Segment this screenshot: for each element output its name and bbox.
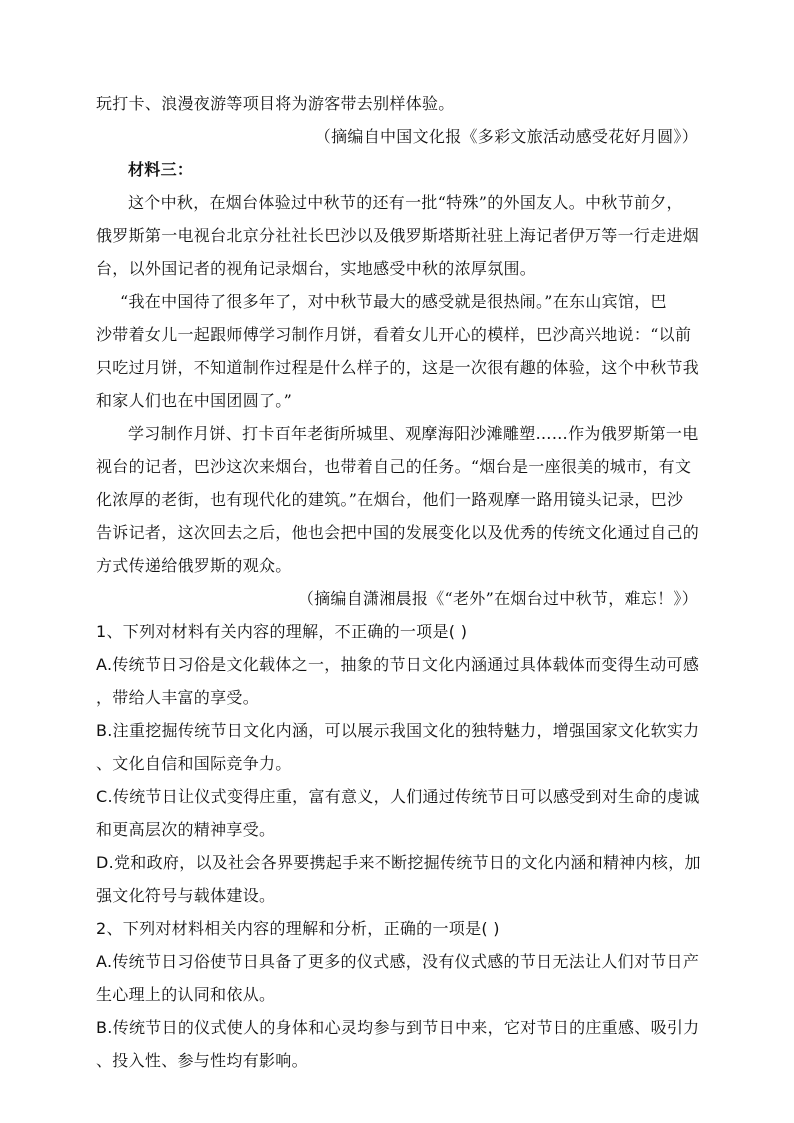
question-2-option-b-cont: 、投入性、参与性均有影响。 — [96, 1051, 308, 1070]
material3-p3-line: 化浓厚的老街，也有现代化的建筑。”在烟台，他们一路观摩一路用镜头记录，巴沙 — [96, 490, 684, 509]
question-1-option-b: B.注重挖掘传统节日文化内涵，可以展示我国文化的独特魅力，增强国家文化软实力 — [96, 721, 700, 740]
material3-p1-line: 这个中秋，在烟台体验过中秋节的还有一批“特殊”的外国友人。中秋节前夕， — [128, 193, 683, 212]
material3-p3-line: 告诉记者，这次回去之后，他也会把中国的发展变化以及优秀的传统文化通过自己的 — [96, 523, 700, 542]
material3-p2-line: “我在中国待了很多年了，对中秋节最大的感受就是很热闹。”在东山宾馆，巴 — [120, 292, 667, 311]
material3-p3-line: 学习制作月饼、打卡百年老街所城里、观摩海阳沙滩雕塑……作为俄罗斯第一电 — [128, 424, 699, 443]
question-1-option-c: C.传统节日让仪式变得庄重，富有意义，人们通过传统节日可以感受到对生命的虔诚 — [96, 787, 700, 806]
question-1-option-d-cont: 强文化符号与载体建设。 — [96, 886, 276, 905]
material3-p2-line: 只吃过月饼，不知道制作过程是什么样子的，这是一次很有趣的体验，这个中秋节我 — [96, 358, 700, 377]
question-1-option-c-cont: 和更高层次的精神享受。 — [96, 820, 276, 839]
material3-heading: 材料三： — [128, 160, 194, 179]
question-1-option-b-cont: 、文化自信和国际竞争力。 — [96, 754, 292, 773]
material3-p3-line: 方式传递给俄罗斯的观众。 — [96, 556, 292, 575]
material3-p3-line: 视台的记者，巴沙这次来烟台，也带着自己的任务。“烟台是一座很美的城市，有文 — [96, 457, 692, 476]
question-1-option-a-cont: ，带给人丰富的享受。 — [96, 688, 260, 707]
question-1-option-a: A.传统节日习俗是文化载体之一，抽象的节日文化内涵通过具体载体而变得生动可感 — [96, 655, 700, 674]
material3-p1-line: 俄罗斯第一电视台北京分社社长巴沙以及俄罗斯塔斯社驻上海记者伊万等一行走进烟 — [96, 226, 700, 245]
material2-last-line: 玩打卡、浪漫夜游等项目将为游客带去别样体验。 — [96, 94, 455, 113]
material3-p2-line: 沙带着女儿一起跟师傅学习制作月饼，看着女儿开心的模样，巴沙高兴地说：“以前 — [96, 325, 692, 344]
material3-source: （摘编自潇湘晨报《“老外”在烟台过中秋节，难忘！》） — [297, 589, 698, 608]
question-2-option-a: A.传统节日习俗使节日具备了更多的仪式感，没有仪式感的节日无法让人们对节日产 — [96, 952, 700, 971]
question-1-option-d: D.党和政府，以及社会各界要携起手来不断挖掘传统节日的文化内涵和精神内核，加 — [96, 853, 701, 872]
material3-p1-line: 台，以外国记者的视角记录烟台，实地感受中秋的浓厚氛围。 — [96, 259, 537, 278]
question-2-option-b: B.传统节日的仪式使人的身体和心灵均参与到节日中来，它对节日的庄重感、吸引力 — [96, 1018, 700, 1037]
question-2-stem: 2、下列对材料相关内容的理解和分析，正确的一项是( ) — [96, 919, 500, 938]
question-2-option-a-cont: 生心理上的认同和依从。 — [96, 985, 276, 1004]
material2-source: （摘编自中国文化报《多彩文旅活动感受花好月圆》） — [314, 127, 698, 146]
material3-p2-line: 和家人们也在中国团圆了。” — [96, 391, 293, 410]
question-1-stem: 1、下列对材料有关内容的理解，不正确的一项是( ) — [96, 622, 468, 641]
